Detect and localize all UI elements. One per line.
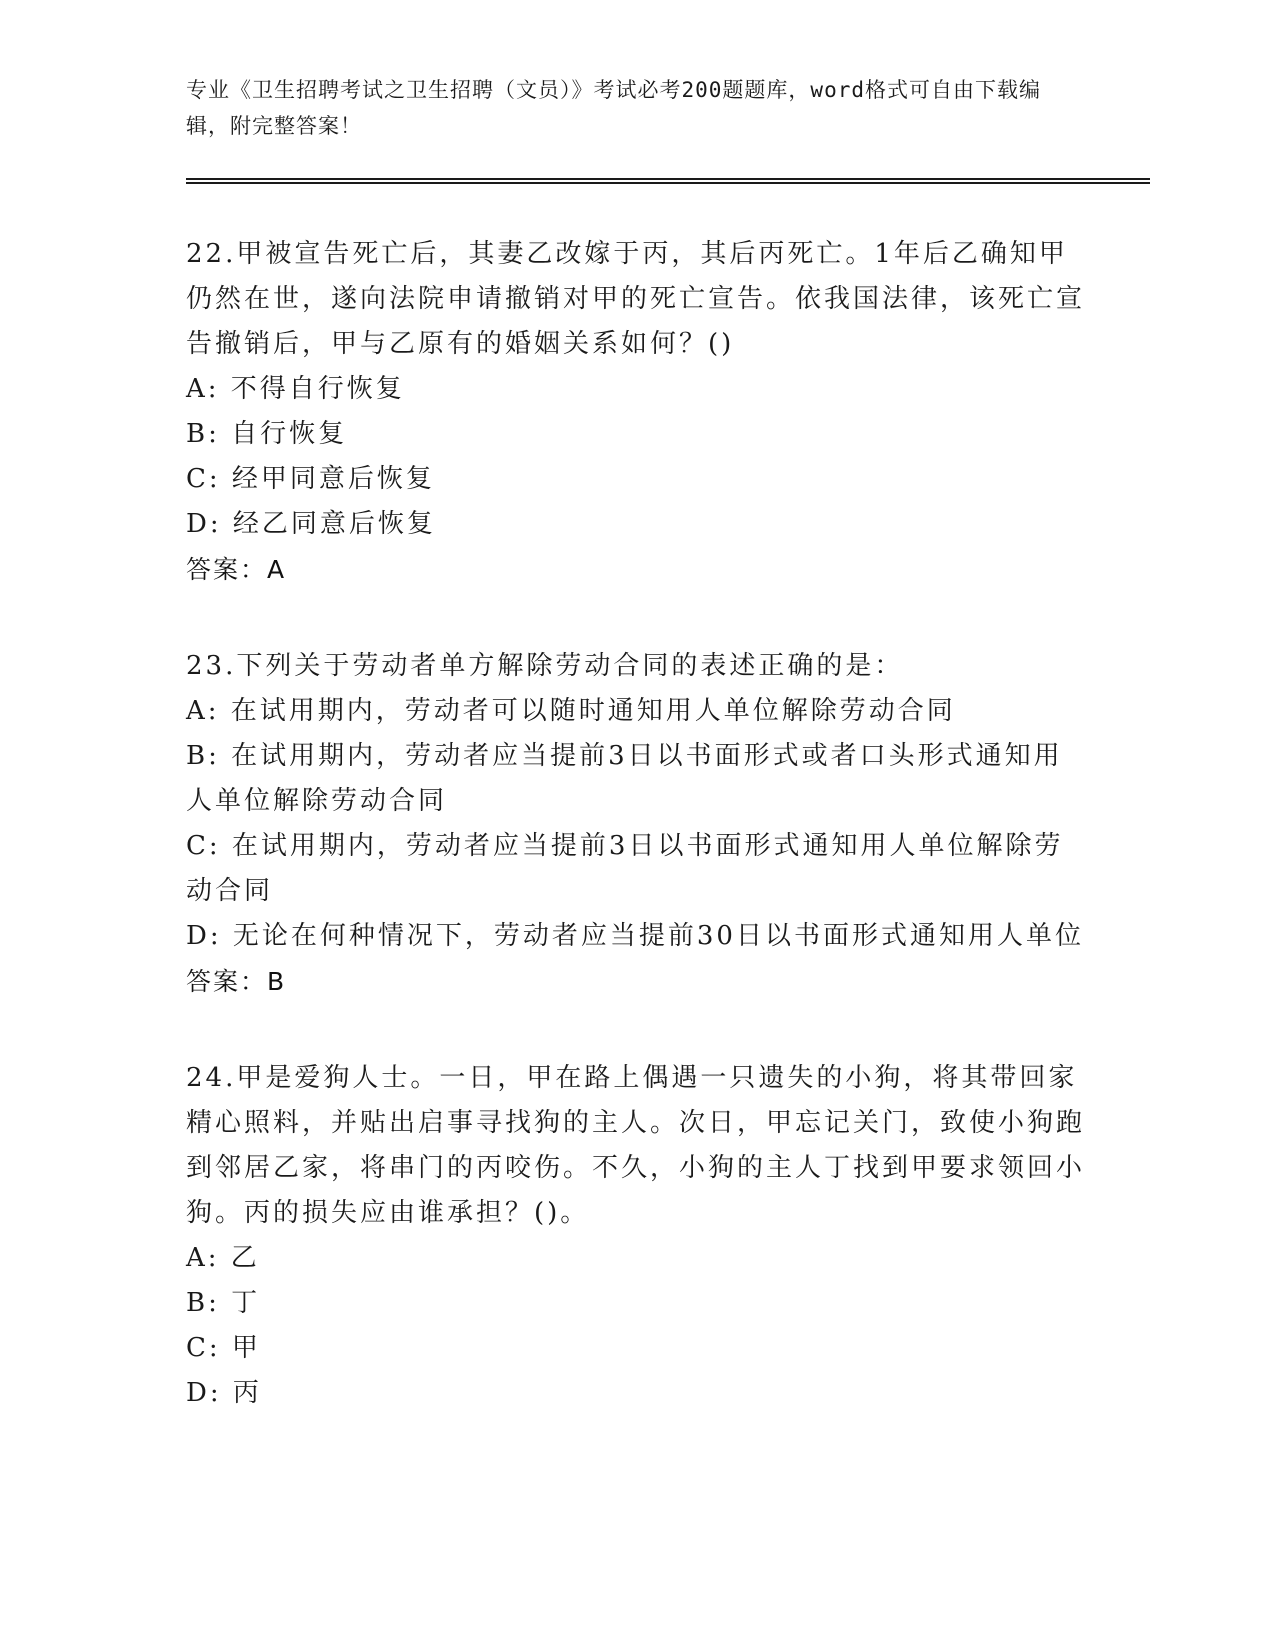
option-b: B: 丁 [186, 1288, 261, 1318]
option-a: A: 不得自行恢复 [186, 374, 405, 404]
option-c: C: 甲 [186, 1333, 261, 1363]
option-c: C: 在试用期内，劳动者应当提前3日以书面形式通知用人单位解除劳动合同 [186, 831, 1064, 906]
option-a: A: 在试用期内，劳动者可以随时通知用人单位解除劳动合同 [186, 696, 956, 726]
question-22 [186, 232, 1086, 592]
option-b: B: 自行恢复 [186, 419, 348, 449]
question-list [186, 232, 1086, 1468]
option-b: B: 在试用期内，劳动者应当提前3日以书面形式或者口头形式通知用人单位解除劳动合同 [186, 741, 1063, 816]
header-divider [186, 178, 1150, 184]
option-d: D: 无论在何种情况下，劳动者应当提前30日以书面形式通知用人单位 [186, 921, 1084, 951]
option-d: D: 经乙同意后恢复 [186, 509, 436, 539]
question-stem: 24.甲是爱狗人士。一日，甲在路上偶遇一只遗失的小狗，将其带回家精心照料，并贴出启事寻找狗的主人。次日，甲忘记关门，致使小狗跑到邻居乙家，将串门的丙咬伤。不久，小狗的主人丁找到甲要求领回小狗。丙的损失应由谁承担？()。 [186, 1063, 1086, 1228]
question-23 [186, 644, 1086, 1004]
option-c: C: 经甲同意后恢复 [186, 464, 435, 494]
question-stem: 23.下列关于劳动者单方解除劳动合同的表述正确的是： [186, 651, 904, 681]
answer-line: 答案：B [186, 967, 287, 996]
option-a: A: 乙 [186, 1243, 260, 1273]
question-stem: 22.甲被宣告死亡后，其妻乙改嫁于丙，其后丙死亡。1年后乙确知甲仍然在世，遂向法院申请撤销对甲的死亡宣告。依我国法律，该死亡宣告撤销后，甲与乙原有的婚姻关系如何？() [186, 239, 1086, 359]
question-24 [186, 1056, 1086, 1416]
answer-line: 答案：A [186, 555, 287, 584]
option-d: D: 丙 [186, 1378, 262, 1408]
document-intro: 专业《卫生招聘考试之卫生招聘（文员）》考试必考200题题库，word格式可自由下载编辑，附完整答案！ [186, 78, 1041, 138]
